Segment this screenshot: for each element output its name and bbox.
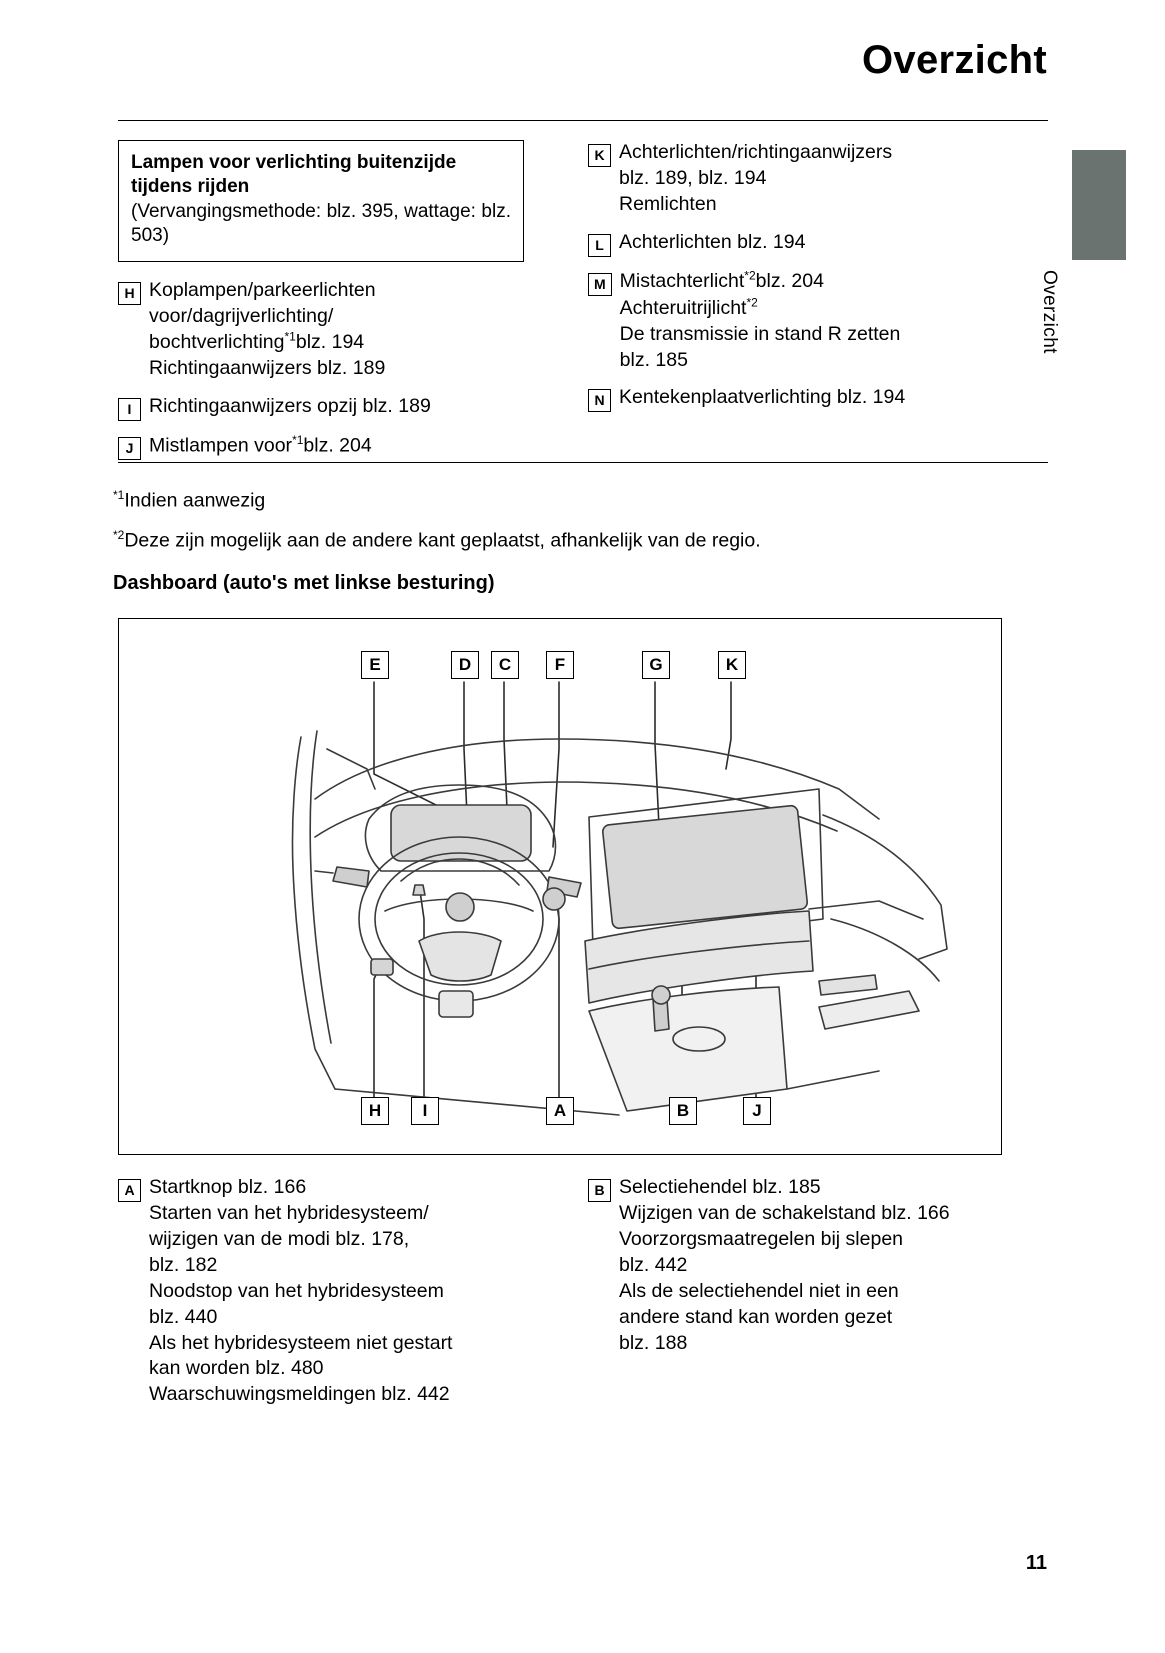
legend-line: voor/dagrijverlichting/	[149, 304, 334, 327]
legend-line: Remlichten	[619, 192, 717, 215]
description-line: Waarschuwingsmeldingen blz. 442	[149, 1383, 450, 1406]
description-text-b	[619, 1175, 950, 1356]
legend-line: Achterlichten/richtingaanwijzers	[619, 141, 893, 163]
page-title: Overzicht	[862, 38, 1047, 82]
callout-g: G	[642, 651, 670, 679]
description-line: wijzigen van de modi blz. 178,	[149, 1227, 410, 1250]
legend-tag-j: J	[118, 437, 141, 460]
description-line: Startknop blz. 166	[149, 1176, 307, 1198]
dashboard-subheading: Dashboard (auto's met linkse besturing)	[113, 572, 495, 594]
legend-tag-k: K	[588, 144, 611, 167]
legend-text-m	[620, 269, 901, 374]
callout-h: H	[361, 1097, 389, 1125]
description-column-left	[118, 1175, 548, 1420]
description-line: kan worden blz. 480	[149, 1357, 324, 1380]
legend-line: bochtverlichting$^{*1}$blz. 194	[149, 329, 365, 354]
legend-text-l: Achterlichten blz. 194	[619, 230, 806, 253]
replacement-note-title: Lampen voor verlichting buitenzijde tijdens rijden	[131, 152, 457, 198]
legend-tag-n: N	[588, 389, 611, 412]
legend-text-h	[149, 278, 385, 382]
legend-tag-m: M	[588, 273, 612, 296]
callout-b: B	[669, 1097, 697, 1125]
description-line: blz. 188	[619, 1331, 688, 1354]
legend-tag-l: L	[588, 234, 611, 257]
description-line: blz. 442	[619, 1253, 688, 1276]
description-tag-a: A	[118, 1179, 141, 1202]
legend-line: Koplampen/parkeerlichten	[149, 279, 376, 301]
legend-text-k	[619, 140, 892, 218]
footnote-2: $^{*2}$Deze zijn mogelijk aan de andere kant geplaatst, afhankelijk van de regio.	[113, 528, 761, 552]
callout-k: K	[718, 651, 746, 679]
legend-item-l	[588, 230, 1038, 257]
description-line: Als de selectiehendel niet in een	[619, 1279, 899, 1302]
divider-top	[118, 120, 1048, 121]
legend-text-n: Kentekenplaatverlichting blz. 194	[619, 386, 906, 409]
description-line: andere stand kan worden gezet	[619, 1305, 893, 1328]
callout-e: E	[361, 651, 389, 679]
dashboard-illustration	[119, 619, 999, 1152]
description-line: Noodstop van het hybridesysteem	[149, 1279, 444, 1302]
legend-item-k	[588, 140, 1038, 218]
callout-d: D	[451, 651, 479, 679]
description-line: Selectiehendel blz. 185	[619, 1176, 821, 1198]
legend-text-i: Richtingaanwijzers opzij blz. 189	[149, 395, 431, 418]
legend-line: Richtingaanwijzers blz. 189	[149, 357, 386, 380]
legend-line: blz. 189, blz. 194	[619, 166, 767, 189]
description-line: Als het hybridesysteem niet gestart	[149, 1331, 453, 1354]
description-line: blz. 182	[149, 1253, 218, 1276]
legend-column-left	[118, 140, 548, 472]
legend-line: Achteruitrijlicht$^{*2}$	[619, 295, 758, 319]
callout-i: I	[411, 1097, 439, 1125]
legend-tag-i: I	[118, 398, 141, 421]
description-item-b	[588, 1175, 1038, 1356]
legend-item-n	[588, 385, 1038, 412]
legend-item-h	[118, 278, 548, 382]
legend-column-right	[588, 140, 1038, 424]
legend-item-j	[118, 433, 548, 460]
replacement-note-box	[118, 140, 524, 262]
legend-line: blz. 185	[619, 348, 688, 371]
callout-j: J	[743, 1097, 771, 1125]
description-line: blz. 440	[149, 1305, 218, 1328]
section-tab-marker	[1072, 150, 1126, 260]
legend-item-i	[118, 394, 548, 421]
page-number: 11	[1025, 1552, 1047, 1574]
legend-item-m	[588, 269, 1038, 374]
callout-f: F	[546, 651, 574, 679]
footnote-1: $^{*1}$Indien aanwezig	[113, 488, 266, 512]
callout-c: C	[491, 651, 519, 679]
dashboard-figure	[118, 618, 1002, 1155]
legend-line: Mistachterlicht$^{*2}$blz. 204	[619, 268, 824, 293]
callout-a: A	[546, 1097, 574, 1125]
replacement-note-body: (Vervangingsmethode: blz. 395, wattage: blz. 503)	[131, 200, 511, 247]
description-line: Starten van het hybridesysteem/	[149, 1201, 429, 1224]
legend-line: De transmissie in stand R zetten	[619, 322, 901, 345]
legend-tag-h: H	[118, 282, 141, 305]
description-tag-b: B	[588, 1179, 611, 1202]
section-tab-label: Overzicht	[1039, 270, 1060, 354]
description-item-a	[118, 1175, 548, 1408]
description-line: Voorzorgsmaatregelen bij slepen	[619, 1227, 904, 1250]
description-column-right	[588, 1175, 1038, 1368]
description-text-a	[149, 1175, 452, 1408]
legend-text-j: Mistlampen voor$^{*1}$blz. 204	[149, 433, 372, 457]
description-line: Wijzigen van de schakelstand blz. 166	[619, 1201, 950, 1224]
divider-middle	[118, 462, 1048, 463]
